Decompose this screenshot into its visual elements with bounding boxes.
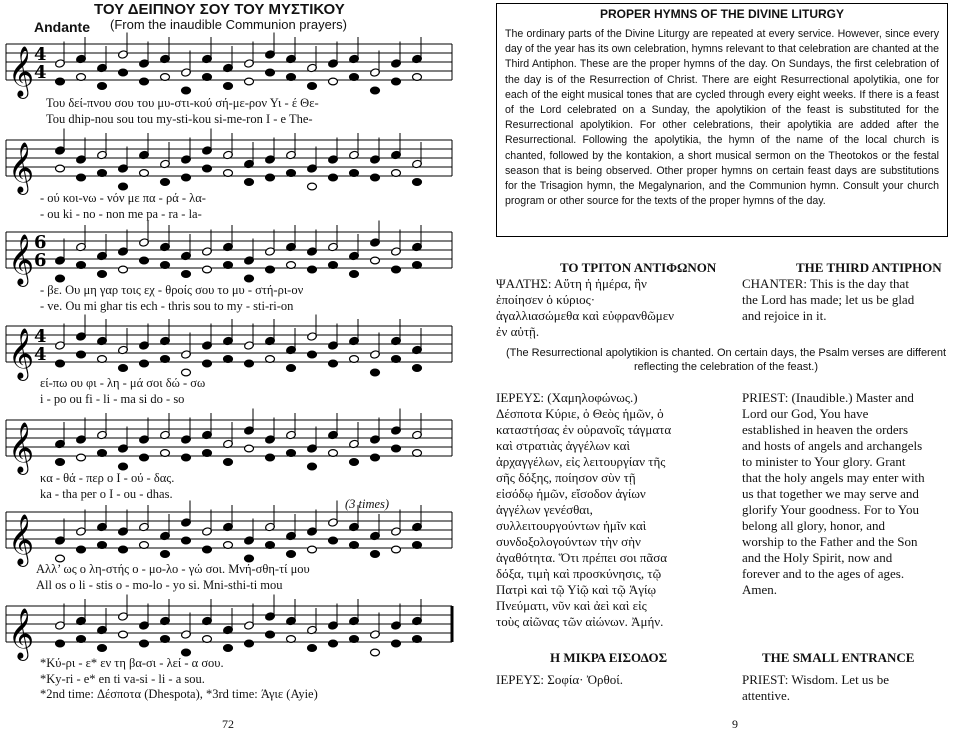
music-staff: [0, 30, 470, 100]
music-staff: [0, 218, 470, 288]
page-number-left: 72: [222, 717, 234, 731]
lyric-greek-2: - ού κοι-νω - νόν με πα - ρά - λα-: [40, 191, 206, 205]
antiphon-english-text: CHANTER: This is the day that the Lord has made; let us be glad and rejoice in it.: [742, 276, 915, 323]
info-box-text: The ordinary parts of the Divine Liturgy are repeated at every service. However, since every day of the year has its own celebration, hymns relevant to that celebration are chanted at the Third Antiphon. These are the proper hymns of the day. On Sundays, the first celebration of the day is of the Resurrection of Christ. There are eight Resurrectional apolytikia, one for each of the eight musical tones that are cycled through every eight weeks. If there is a feast of the Lord celebrated on a Sunday, the apolytikion of the feast is substituted for the Resurrectional apolytikion. For other celebrations, their apolytikia are added after the Resurrectional. Following the apolytikia, the hymn of the name of the local church is chanted, followed by the kontakion, a short musical sermon on the Theotokos or the festal season that is being observed. Other proper hymns on certain feast days are substitutions for the Trisagion hymn, the Megalynarion, and the Communion hymn. Consult your church program or other source for the texts of the proper hymns of the day.: [505, 28, 940, 208]
lyric-latin-7: *Ky-ri - e* en ti va-si - li - a sou.: [40, 672, 205, 686]
svg-text:6: 6: [34, 250, 47, 271]
lyric-latin-2: - ou ki - no - non me pa - ra - la-: [40, 207, 202, 221]
svg-text:4: 4: [34, 44, 47, 65]
svg-text:𝄞: 𝄞: [8, 422, 35, 473]
prayer-line: συνδοξολογούντων τὴν σὴν: [496, 534, 641, 549]
svg-text:𝄞: 𝄞: [8, 328, 35, 379]
prayer-line: Amen.: [742, 582, 778, 597]
music-staff: [0, 312, 470, 382]
lyric-greek-1: Του δεί-πνου σου του μυ-στι-κού σή-με-ρον Υι - έ Θε-: [46, 96, 319, 110]
svg-text:𝄞: 𝄞: [8, 514, 35, 565]
prayer-line: σῆς δόξης, ποίησον σὺν τῇ: [496, 470, 636, 485]
music-page: [0, 0, 470, 732]
music-staff: [0, 126, 470, 196]
prayer-line: us that together we may serve and: [742, 486, 919, 501]
prayer-line: Δέσποτα Κύριε, ὁ Θεὸς ἡμῶν, ὁ: [496, 406, 664, 421]
entrance-english-title: THE SMALL ENTRANCE: [762, 650, 915, 665]
svg-text:4: 4: [34, 344, 47, 365]
prayer-line: glorify Your goodness. For to You: [742, 502, 919, 517]
music-staff: [0, 406, 470, 476]
svg-text:𝄞: 𝄞: [8, 608, 35, 659]
info-box: [496, 3, 948, 237]
prayer-line: worship to the Father and the Son: [742, 534, 918, 549]
lyric-latin-1: Tou dhip-nou sou tou my-sti-kou si-me-ron I - e The-: [46, 112, 313, 126]
info-box-title: PROPER HYMNS OF THE DIVINE LITURGY: [599, 7, 845, 21]
repeat-note: (3 times): [345, 497, 390, 511]
prayer-line: τοὺς αἰῶνας τῶν αἰώνων. Ἀμήν.: [496, 614, 664, 629]
prayer-line: belong all glory, honor, and: [742, 518, 886, 533]
antiphon-greek-text: ΨΑΛΤΗΣ: Αὕτη ἡ ἡμέρα, ἣν ἐποίησεν ὁ κύριος· ἀγαλλιασώμεθα καὶ εὐφρανθῶμεν ἐν αὐτῇ.: [496, 276, 675, 339]
antiphon-english-title: THE THIRD ANTIPHON: [796, 260, 942, 275]
prayer-line: Lord our God, You have: [742, 406, 869, 421]
lyric-latin-5: ka - tha per o I - ou - dhas.: [40, 487, 173, 501]
entrance-english-text: PRIEST: Wisdom. Let us be attentive.: [742, 672, 890, 703]
prayer-line: to minister to Your glory. Grant: [742, 454, 906, 469]
svg-text:𝄞: 𝄞: [8, 234, 35, 285]
antiphon-greek-title: ΤΟ ΤΡΙΤΟΝ ΑΝΤΙΦΩΝΟΝ: [560, 260, 717, 275]
prayer-line: forever and to the ages of ages.: [742, 566, 905, 581]
lyric-latin-3: - ve. Ou mi ghar tis ech - thris sou to my - sti-ri-on: [40, 299, 294, 313]
prayer-line: that the holy angels may enter with: [742, 470, 925, 485]
prayer-line: εἰσόδῳ ἡμῶν, εἴσοδον ἁγίων: [496, 486, 646, 501]
lyric-greek-6: Αλλ’ ως ο λη-στής ο - μο-λο - γώ σοι. Μνή-σθη-τί μου: [36, 562, 310, 576]
lyric-greek-4: εί-πω ου φι - λη - μά σοι δώ - σω: [40, 376, 206, 390]
hymn-subtitle: (From the inaudible Communion prayers): [110, 17, 347, 32]
prayer-line: ΙΕΡΕΥΣ: (Χαμηλοφώνως.): [496, 390, 638, 405]
svg-text:𝄞: 𝄞: [8, 46, 35, 97]
lyric-greek-3: - βε. Ου μη γαρ τοις εχ - θροίς σου το μυ - στή-ρι-ον: [40, 283, 304, 297]
lyric-greek-7: *Κύ-ρι - ε* εν τη βα-σι - λεί - α σου.: [40, 656, 224, 670]
music-staff: [0, 592, 470, 662]
svg-text:4: 4: [34, 62, 47, 83]
prayer-line: δόξα, τιμὴ καὶ προσκύνησις, τῷ: [496, 566, 662, 581]
prayer-line: established in heaven the orders: [742, 422, 909, 437]
prayer-line: PRIEST: (Inaudible.) Master and: [742, 390, 914, 405]
prayer-line: and hosts of angels and archangels: [742, 438, 923, 453]
footnote: *2nd time: Δέσποτα (Dhespota), *3rd time: Άγιε (Ayie): [40, 687, 318, 701]
svg-text:𝄞: 𝄞: [8, 142, 35, 193]
prayer-line: καταστήσας ἐν οὐρανοῖς τάγματα: [496, 422, 672, 437]
music-staff: [0, 498, 470, 568]
text-page: [486, 0, 960, 732]
lyric-greek-5: κα - θά - περ ο Ι - ού - δας.: [40, 471, 175, 485]
priest-prayer-english: [742, 390, 952, 598]
prayer-line: and the Holy Spirit, now and: [742, 550, 893, 565]
prayer-line: ἀγαθότητα. Ὅτι πρέπει σοι πᾶσα: [496, 550, 668, 565]
entrance-greek-text: ΙΕΡΕΥΣ: Σοφία· Ὀρθοί.: [496, 672, 623, 687]
prayer-line: ἀρχαγγέλων, εἰς λειτουργίαν τῆς: [496, 454, 666, 469]
entrance-greek-title: Η ΜΙΚΡΑ ΕΙΣΟΔΟΣ: [550, 650, 668, 665]
svg-text:6: 6: [34, 232, 47, 253]
hymn-title: ΤΟΥ ΔΕΙΠΝΟΥ ΣΟΥ ΤΟΥ ΜΥΣΤΙΚΟΥ: [94, 1, 345, 18]
prayer-line: συλλειτουργούντων ἡμῖν καὶ: [496, 518, 647, 533]
antiphon-note: (The Resurrectional apolytikion is chanted. On certain days, the Psalm verses are different reflecting the celebration of the feast.): [506, 347, 947, 373]
prayer-line: καὶ στρατιὰς ἀγγέλων καὶ: [496, 438, 630, 453]
lyric-latin-6: All os o li - stis o - mo-lo - yo si. Mni-sthi-ti mou: [36, 578, 283, 592]
prayer-line: Πνεύματι, νῦν καὶ ἀεὶ καὶ εἰς: [496, 598, 647, 613]
svg-text:4: 4: [34, 326, 47, 347]
lyric-latin-4: i - po ou fi - li - ma si do - so: [40, 392, 185, 406]
tempo-marking: Andante: [34, 19, 90, 35]
prayer-line: Πατρὶ καὶ τῷ Υἱῷ καὶ τῷ Ἁγίῳ: [496, 582, 657, 597]
priest-prayer-greek: [496, 390, 728, 630]
prayer-line: ἀγγέλων γενέσθαι,: [496, 502, 593, 517]
page-number-right: 9: [732, 717, 738, 731]
